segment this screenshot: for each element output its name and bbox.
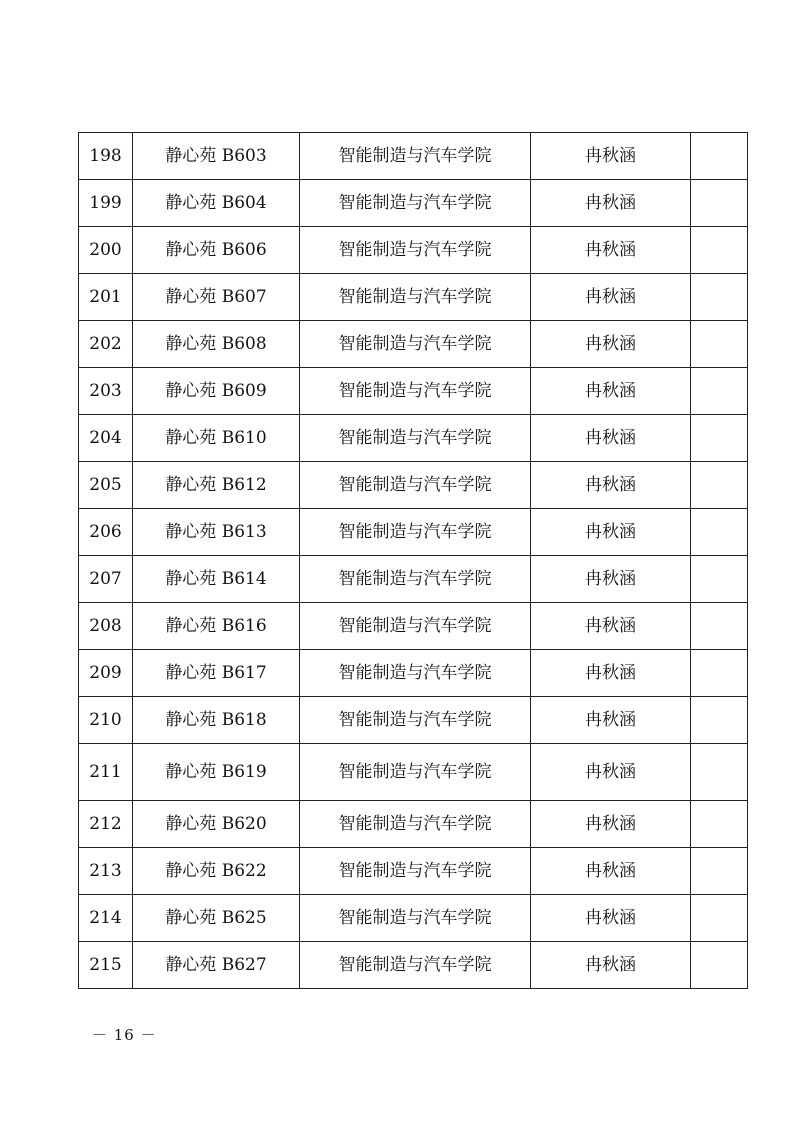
college-cell: 智能制造与汽车学院 xyxy=(300,227,531,274)
college-cell: 智能制造与汽车学院 xyxy=(300,133,531,180)
person-cell: 冉秋涵 xyxy=(531,556,691,603)
person-cell: 冉秋涵 xyxy=(531,801,691,848)
person-cell: 冉秋涵 xyxy=(531,509,691,556)
college-cell: 智能制造与汽车学院 xyxy=(300,744,531,801)
room-cell: 静心苑 B607 xyxy=(133,274,300,321)
college-cell: 智能制造与汽车学院 xyxy=(300,415,531,462)
person-cell: 冉秋涵 xyxy=(531,848,691,895)
college-cell: 智能制造与汽车学院 xyxy=(300,509,531,556)
table-row xyxy=(79,895,748,942)
college-cell: 智能制造与汽车学院 xyxy=(300,321,531,368)
note-cell xyxy=(691,321,748,368)
row-number-cell: 211 xyxy=(79,744,133,801)
room-cell: 静心苑 B618 xyxy=(133,697,300,744)
room-cell: 静心苑 B622 xyxy=(133,848,300,895)
row-number-cell: 198 xyxy=(79,133,133,180)
person-cell: 冉秋涵 xyxy=(531,415,691,462)
person-cell: 冉秋涵 xyxy=(531,744,691,801)
room-cell: 静心苑 B610 xyxy=(133,415,300,462)
row-number-cell: 212 xyxy=(79,801,133,848)
college-cell: 智能制造与汽车学院 xyxy=(300,942,531,989)
person-cell: 冉秋涵 xyxy=(531,462,691,509)
row-number-cell: 203 xyxy=(79,368,133,415)
note-cell xyxy=(691,801,748,848)
note-cell xyxy=(691,650,748,697)
note-cell xyxy=(691,133,748,180)
page-number: － 16 － xyxy=(92,1026,157,1044)
college-cell: 智能制造与汽车学院 xyxy=(300,848,531,895)
row-number-cell: 204 xyxy=(79,415,133,462)
note-cell xyxy=(691,274,748,321)
room-cell: 静心苑 B619 xyxy=(133,744,300,801)
note-cell xyxy=(691,556,748,603)
table-row xyxy=(79,180,748,227)
row-number-cell: 208 xyxy=(79,603,133,650)
table-row xyxy=(79,321,748,368)
dormitory-table xyxy=(78,132,748,989)
note-cell xyxy=(691,180,748,227)
college-cell: 智能制造与汽车学院 xyxy=(300,697,531,744)
table-row xyxy=(79,744,748,801)
table-row xyxy=(79,227,748,274)
college-cell: 智能制造与汽车学院 xyxy=(300,462,531,509)
college-cell: 智能制造与汽车学院 xyxy=(300,556,531,603)
room-cell: 静心苑 B606 xyxy=(133,227,300,274)
table-row xyxy=(79,801,748,848)
room-cell: 静心苑 B614 xyxy=(133,556,300,603)
row-number-cell: 202 xyxy=(79,321,133,368)
college-cell: 智能制造与汽车学院 xyxy=(300,180,531,227)
row-number-cell: 209 xyxy=(79,650,133,697)
note-cell xyxy=(691,942,748,989)
college-cell: 智能制造与汽车学院 xyxy=(300,368,531,415)
row-number-cell: 214 xyxy=(79,895,133,942)
row-number-cell: 207 xyxy=(79,556,133,603)
college-cell: 智能制造与汽车学院 xyxy=(300,895,531,942)
person-cell: 冉秋涵 xyxy=(531,942,691,989)
table-row xyxy=(79,603,748,650)
note-cell xyxy=(691,415,748,462)
person-cell: 冉秋涵 xyxy=(531,697,691,744)
person-cell: 冉秋涵 xyxy=(531,274,691,321)
table-row xyxy=(79,368,748,415)
row-number-cell: 215 xyxy=(79,942,133,989)
note-cell xyxy=(691,509,748,556)
dormitory-table-body xyxy=(79,133,748,989)
table-row xyxy=(79,556,748,603)
room-cell: 静心苑 B608 xyxy=(133,321,300,368)
note-cell xyxy=(691,603,748,650)
table-row xyxy=(79,942,748,989)
person-cell: 冉秋涵 xyxy=(531,321,691,368)
college-cell: 智能制造与汽车学院 xyxy=(300,603,531,650)
person-cell: 冉秋涵 xyxy=(531,603,691,650)
room-cell: 静心苑 B616 xyxy=(133,603,300,650)
table-row xyxy=(79,274,748,321)
row-number-cell: 206 xyxy=(79,509,133,556)
room-cell: 静心苑 B617 xyxy=(133,650,300,697)
row-number-cell: 201 xyxy=(79,274,133,321)
college-cell: 智能制造与汽车学院 xyxy=(300,650,531,697)
table-row xyxy=(79,509,748,556)
note-cell xyxy=(691,462,748,509)
room-cell: 静心苑 B627 xyxy=(133,942,300,989)
person-cell: 冉秋涵 xyxy=(531,133,691,180)
row-number-cell: 199 xyxy=(79,180,133,227)
person-cell: 冉秋涵 xyxy=(531,180,691,227)
person-cell: 冉秋涵 xyxy=(531,368,691,415)
row-number-cell: 205 xyxy=(79,462,133,509)
person-cell: 冉秋涵 xyxy=(531,227,691,274)
room-cell: 静心苑 B625 xyxy=(133,895,300,942)
note-cell xyxy=(691,227,748,274)
table-row xyxy=(79,462,748,509)
note-cell xyxy=(691,368,748,415)
table-row xyxy=(79,848,748,895)
note-cell xyxy=(691,895,748,942)
room-cell: 静心苑 B612 xyxy=(133,462,300,509)
person-cell: 冉秋涵 xyxy=(531,650,691,697)
row-number-cell: 213 xyxy=(79,848,133,895)
note-cell xyxy=(691,744,748,801)
row-number-cell: 200 xyxy=(79,227,133,274)
room-cell: 静心苑 B609 xyxy=(133,368,300,415)
row-number-cell: 210 xyxy=(79,697,133,744)
table-row xyxy=(79,697,748,744)
room-cell: 静心苑 B613 xyxy=(133,509,300,556)
note-cell xyxy=(691,848,748,895)
room-cell: 静心苑 B620 xyxy=(133,801,300,848)
table-row xyxy=(79,415,748,462)
college-cell: 智能制造与汽车学院 xyxy=(300,801,531,848)
table-row xyxy=(79,650,748,697)
room-cell: 静心苑 B603 xyxy=(133,133,300,180)
note-cell xyxy=(691,697,748,744)
room-cell: 静心苑 B604 xyxy=(133,180,300,227)
table-row xyxy=(79,133,748,180)
college-cell: 智能制造与汽车学院 xyxy=(300,274,531,321)
person-cell: 冉秋涵 xyxy=(531,895,691,942)
